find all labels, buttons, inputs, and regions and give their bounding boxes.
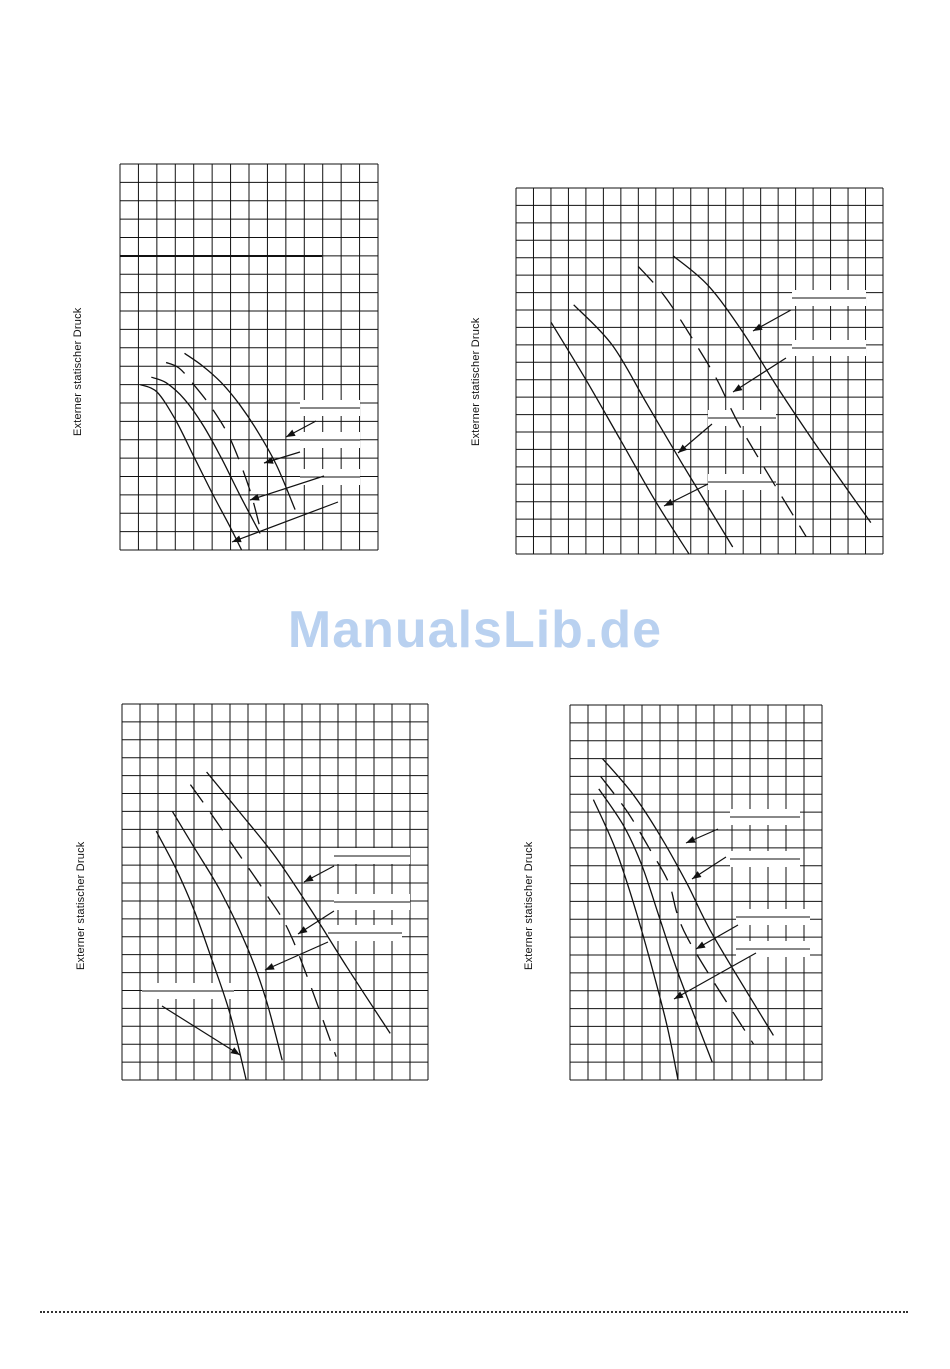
legend-arrow-head bbox=[664, 499, 674, 506]
legend-arrow-line bbox=[232, 502, 338, 542]
series-line-curve-1 bbox=[156, 831, 246, 1080]
legend-arrow-head bbox=[686, 836, 696, 843]
fan-curve-chart-4 bbox=[570, 705, 822, 1080]
fan-curve-chart-1 bbox=[120, 164, 378, 550]
series-line-curve-4 bbox=[602, 759, 773, 1036]
y-axis-label-chart-4: Externer statischer Druck bbox=[523, 841, 535, 970]
grid bbox=[570, 705, 822, 1080]
legend-arrow-head bbox=[286, 430, 296, 437]
y-axis-label-chart-1: Externer statischer Druck bbox=[72, 307, 84, 436]
grid bbox=[122, 704, 428, 1080]
y-axis-label-chart-2: Externer statischer Druck bbox=[470, 317, 482, 446]
y-axis-label-chart-3: Externer statischer Druck bbox=[75, 841, 87, 970]
series-line-curve-3 bbox=[638, 266, 806, 536]
legend-arrow-line bbox=[250, 476, 324, 500]
legend-arrow-head bbox=[733, 384, 742, 392]
legend-arrow-head bbox=[696, 941, 706, 949]
legend-arrow-head bbox=[674, 992, 684, 999]
fan-curve-chart-2 bbox=[516, 188, 883, 554]
legend-arrow-line bbox=[162, 1006, 240, 1055]
watermark: ManualsLib.de bbox=[287, 601, 663, 659]
series-line-curve-3 bbox=[166, 363, 260, 528]
series-line-curve-4 bbox=[185, 353, 296, 509]
series-line-curve-2 bbox=[151, 377, 260, 533]
fan-curve-chart-3 bbox=[122, 704, 428, 1080]
grid bbox=[120, 164, 378, 550]
legend-arrow-head bbox=[232, 536, 242, 543]
legend-arrow-line bbox=[265, 942, 328, 970]
legend-arrow-line bbox=[674, 953, 756, 999]
legend-arrow-head bbox=[298, 926, 307, 934]
footer-divider bbox=[40, 1311, 908, 1313]
legend-arrow-head bbox=[692, 871, 701, 879]
grid bbox=[516, 188, 883, 554]
legend-arrow-head bbox=[304, 875, 314, 882]
